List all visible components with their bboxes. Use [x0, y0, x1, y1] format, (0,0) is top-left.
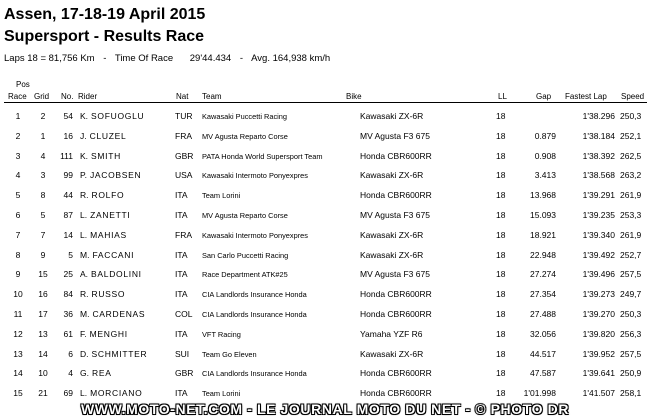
cell-grid: 17: [38, 309, 48, 319]
cell-fastest-lap: 1'39.273: [582, 289, 615, 300]
cell-position: 1: [15, 111, 21, 121]
cell-gap: 44.517: [530, 348, 556, 359]
cell-rider: [80, 269, 142, 279]
cell-fastest-lap: 1'39.291: [582, 190, 615, 201]
rider-surname: RUSSO: [91, 289, 126, 300]
rider-initial: L.: [80, 210, 88, 220]
cell-gap: 13.968: [530, 190, 556, 201]
cell-gap: 0.908: [534, 150, 556, 161]
cell-grid: 4: [40, 150, 46, 161]
rider-initial: A.: [80, 269, 89, 280]
cell-gap: 47.587: [530, 368, 556, 379]
cell-fastest-lap: 1'39.270: [582, 309, 615, 319]
cell-nationality: USA: [175, 170, 193, 181]
cell-number: 25: [63, 269, 73, 280]
rider-surname: SMITH: [91, 150, 121, 161]
table-row: [0, 225, 650, 245]
cell-nationality: SUI: [175, 348, 190, 359]
cell-gap: 0.879: [534, 130, 556, 141]
cell-team: San Carlo Puccetti Racing: [202, 250, 289, 260]
rider-surname: SCHMITTER: [91, 348, 148, 359]
rider-surname: MENGHI: [89, 328, 128, 339]
cell-team: CIA Landlords Insurance Honda: [202, 290, 307, 300]
cell-speed: 257,5: [620, 269, 642, 280]
rider-surname: CARDENAS: [92, 309, 146, 319]
table-row: [0, 106, 650, 126]
cell-speed: 253,3: [620, 210, 642, 220]
table-row: [0, 264, 650, 284]
cell-laps: 18: [496, 368, 506, 379]
table-row: [0, 245, 650, 265]
cell-nationality: ITA: [175, 210, 188, 220]
cell-number: 99: [63, 170, 73, 181]
rider-surname: ZANETTI: [90, 210, 131, 220]
rider-initial: R.: [80, 289, 89, 300]
cell-position: 10: [13, 289, 23, 300]
cell-laps: 18: [496, 170, 506, 181]
cell-fastest-lap: 1'38.296: [582, 111, 615, 121]
cell-laps: 18: [496, 190, 506, 201]
cell-rider: [80, 349, 147, 359]
rider-initial: J.: [80, 130, 87, 141]
cell-bike: Honda CBR600RR: [360, 150, 432, 161]
col-gap: Gap: [536, 92, 552, 101]
cell-laps: 18: [496, 210, 506, 220]
cell-speed: 262,5: [620, 150, 642, 161]
cell-grid: 7: [40, 229, 46, 240]
col-pos-top: Pos: [16, 80, 30, 89]
cell-bike: Kawasaki ZX-6R: [360, 249, 424, 260]
cell-grid: 8: [40, 190, 46, 201]
table-row: [0, 165, 650, 185]
cell-position: 8: [15, 249, 21, 260]
cell-rider: [80, 368, 112, 378]
table-row: [0, 146, 650, 166]
col-ll: LL: [498, 92, 507, 101]
cell-laps: 18: [496, 249, 506, 260]
cell-rider: [80, 111, 144, 121]
cell-laps: 18: [496, 229, 506, 240]
dash-separator: -: [103, 53, 107, 64]
cell-gap: 27.488: [530, 309, 556, 319]
col-rider: Rider: [78, 92, 98, 101]
cell-laps: 18: [496, 289, 506, 300]
cell-number: 36: [63, 309, 73, 319]
cell-team: Race Department ATK#25: [202, 270, 288, 280]
cell-laps: 18: [496, 269, 506, 280]
cell-speed: 257,5: [620, 348, 642, 359]
cell-speed: 250,9: [620, 368, 642, 379]
cell-team: VFT Racing: [202, 329, 241, 339]
page-subtitle: Supersport - Results Race: [4, 28, 205, 45]
cell-nationality: ITA: [175, 289, 188, 300]
cell-grid: 14: [38, 348, 48, 359]
cell-team: CIA Landlords Insurance Honda: [202, 369, 307, 379]
cell-bike: Kawasaki ZX-6R: [360, 111, 424, 121]
cell-fastest-lap: 1'38.568: [582, 170, 615, 181]
cell-position: 14: [13, 368, 23, 379]
cell-speed: 249,7: [620, 289, 642, 300]
dash-separator: -: [239, 53, 244, 64]
rider-initial: L.: [80, 229, 88, 240]
cell-laps: 18: [496, 130, 506, 141]
rider-initial: K.: [80, 111, 89, 121]
cell-grid: 5: [40, 210, 46, 220]
cell-bike: Yamaha YZF R6: [360, 328, 423, 339]
cell-rider: [80, 190, 124, 200]
cell-position: 7: [15, 229, 21, 240]
cell-position: 3: [15, 150, 21, 161]
cell-speed: 250,3: [620, 309, 642, 319]
page-title: Assen, 17-18-19 April 2015: [4, 6, 206, 23]
cell-rider: [80, 329, 128, 339]
cell-position: 6: [15, 210, 21, 220]
cell-fastest-lap: 1'39.820: [582, 328, 615, 339]
cell-bike: Kawasaki ZX-6R: [360, 348, 424, 359]
cell-nationality: FRA: [175, 229, 192, 240]
col-fastest-lap: Fastest Lap: [565, 92, 607, 101]
cell-bike: Honda CBR600RR: [360, 289, 432, 300]
cell-speed: 263,2: [620, 170, 642, 181]
cell-gap: 22.948: [530, 249, 556, 260]
cell-speed: 252,1: [620, 130, 642, 141]
cell-number: 69: [63, 388, 73, 399]
rider-surname: REA: [91, 368, 112, 379]
header-divider: [4, 102, 647, 103]
cell-gap: 18.921: [530, 229, 556, 240]
average-speed: Avg. 164,938 km/h: [251, 53, 331, 64]
cell-rider: [80, 289, 125, 299]
cell-nationality: ITA: [175, 388, 188, 399]
cell-nationality: ITA: [175, 249, 188, 260]
cell-bike: Kawasaki ZX-6R: [360, 229, 424, 240]
cell-team: Team Lorini: [202, 389, 241, 399]
cell-number: 4: [68, 368, 73, 379]
cell-fastest-lap: 1'41.507: [582, 388, 615, 399]
cell-speed: 258,1: [620, 388, 642, 399]
cell-bike: MV Agusta F3 675: [360, 269, 430, 280]
cell-laps: 18: [496, 388, 506, 399]
rider-initial: L.: [80, 388, 88, 399]
cell-speed: 261,9: [620, 190, 642, 201]
laps-info: Laps 18 = 81,756 Km: [4, 53, 95, 64]
cell-speed: 256,3: [620, 328, 642, 339]
cell-fastest-lap: 1'39.641: [582, 368, 615, 379]
cell-number: 44: [63, 190, 73, 201]
cell-bike: Honda CBR600RR: [360, 309, 432, 319]
cell-laps: 18: [496, 309, 506, 319]
cell-nationality: GBR: [175, 150, 194, 161]
cell-nationality: FRA: [175, 130, 192, 141]
rider-initial: K.: [80, 150, 89, 161]
cell-speed: 261,9: [620, 229, 642, 240]
rider-surname: ROLFO: [91, 190, 125, 201]
cell-number: 61: [63, 328, 73, 339]
cell-number: 14: [63, 229, 73, 240]
cell-number: 84: [63, 289, 73, 300]
rider-surname: FACCANI: [92, 249, 135, 260]
cell-team: PATA Honda World Supersport Team: [202, 151, 323, 161]
cell-number: 54: [63, 111, 73, 121]
cell-team: Kawasaki Intermoto Ponyexpres: [202, 230, 308, 240]
cell-gap: 32.056: [530, 328, 556, 339]
cell-speed: 250,3: [620, 111, 642, 121]
cell-position: 13: [13, 348, 23, 359]
race-info: [4, 53, 336, 64]
cell-position: 5: [15, 190, 21, 201]
cell-fastest-lap: 1'39.952: [582, 348, 615, 359]
cell-nationality: ITA: [175, 328, 188, 339]
cell-bike: Honda CBR600RR: [360, 388, 432, 399]
rider-initial: G.: [80, 368, 89, 379]
cell-position: 15: [13, 388, 23, 399]
cell-gap: 27.354: [530, 289, 556, 300]
cell-laps: 18: [496, 328, 506, 339]
cell-number: 16: [63, 130, 73, 141]
cell-team: Kawasaki Puccetti Racing: [202, 112, 288, 121]
cell-grid: 3: [40, 170, 46, 181]
cell-nationality: TUR: [175, 111, 193, 121]
cell-bike: Kawasaki ZX-6R: [360, 170, 424, 181]
cell-grid: 15: [38, 269, 48, 280]
table-row: [0, 344, 650, 364]
rider-surname: MORCIANO: [90, 388, 143, 399]
cell-rider: [80, 230, 127, 240]
cell-nationality: COL: [175, 309, 193, 319]
cell-rider: [80, 131, 126, 141]
cell-grid: 10: [38, 368, 48, 379]
col-speed: Speed: [621, 92, 645, 101]
cell-team: MV Agusta Reparto Corse: [202, 211, 288, 220]
rider-initial: P.: [80, 170, 87, 181]
cell-team: Team Lorini: [202, 191, 241, 201]
cell-fastest-lap: 1'39.235: [582, 210, 615, 220]
cell-position: 4: [15, 170, 21, 181]
table-row: [0, 185, 650, 205]
rider-initial: F.: [80, 328, 87, 339]
table-row: [0, 205, 650, 225]
cell-speed: 252,7: [620, 249, 642, 260]
cell-fastest-lap: 1'39.492: [582, 249, 615, 260]
rider-surname: JACOBSEN: [89, 170, 142, 181]
rider-initial: M.: [80, 309, 90, 319]
watermark-banner: WWW.MOTO-NET.COM - LE JOURNAL MOTO DU NET - © PHOTO DR: [0, 398, 650, 420]
table-row: [0, 126, 650, 146]
cell-rider: [80, 388, 142, 398]
rider-initial: R.: [80, 190, 89, 201]
cell-grid: 9: [40, 249, 46, 260]
cell-gap: 3.413: [534, 170, 556, 181]
cell-grid: 21: [38, 388, 48, 399]
cell-fastest-lap: 1'38.184: [582, 130, 615, 141]
cell-rider: [80, 309, 145, 319]
col-grid: Grid: [34, 92, 50, 101]
cell-nationality: ITA: [175, 269, 188, 280]
cell-team: CIA Landlords Insurance Honda: [202, 310, 307, 319]
cell-team: Team Go Eleven: [202, 349, 257, 359]
cell-bike: Honda CBR600RR: [360, 368, 432, 379]
cell-position: 2: [15, 130, 21, 141]
cell-number: 5: [68, 249, 73, 260]
cell-fastest-lap: 1'39.496: [582, 269, 615, 280]
col-race: Race: [8, 92, 27, 101]
cell-bike: MV Agusta F3 675: [360, 130, 430, 141]
time-label: Time Of Race: [114, 53, 174, 64]
cell-laps: 18: [496, 111, 506, 121]
table-row: [0, 304, 650, 324]
rider-surname: BALDOLINI: [91, 269, 142, 280]
cell-team: Kawasaki Intermoto Ponyexpres: [202, 171, 308, 181]
col-bike: Bike: [346, 92, 362, 101]
cell-rider: [80, 170, 141, 180]
rider-initial: M.: [80, 249, 90, 260]
cell-laps: 18: [496, 348, 506, 359]
rider-surname: MAHIAS: [90, 229, 127, 240]
time-value: 29'44.434: [189, 53, 232, 64]
cell-grid: 1: [40, 130, 46, 141]
cell-fastest-lap: 1'39.340: [582, 229, 615, 240]
rider-surname: SOFUOGLU: [91, 111, 145, 121]
cell-team: MV Agusta Reparto Corse: [202, 131, 288, 141]
cell-fastest-lap: 1'38.392: [582, 150, 615, 161]
cell-gap: 27.274: [530, 269, 556, 280]
col-team: Team: [202, 92, 222, 101]
cell-bike: Honda CBR600RR: [360, 190, 432, 201]
cell-position: 12: [13, 328, 23, 339]
cell-nationality: ITA: [175, 190, 188, 201]
cell-grid: 16: [38, 289, 48, 300]
table-row: [0, 324, 650, 344]
cell-laps: 18: [496, 150, 506, 161]
table-row: [0, 363, 650, 383]
table-row: [0, 284, 650, 304]
cell-rider: [80, 210, 130, 220]
cell-position: 9: [15, 269, 21, 280]
cell-rider: [80, 151, 121, 161]
cell-grid: 2: [40, 111, 46, 121]
cell-rider: [80, 250, 134, 260]
cell-number: 87: [63, 210, 73, 220]
cell-nationality: GBR: [175, 368, 194, 379]
col-no: No.: [61, 92, 74, 101]
cell-number: 6: [68, 348, 73, 359]
cell-grid: 13: [38, 328, 48, 339]
cell-gap: 15.093: [530, 210, 556, 220]
cell-bike: MV Agusta F3 675: [360, 210, 430, 220]
rider-initial: D.: [80, 348, 89, 359]
col-nat: Nat: [176, 92, 189, 101]
cell-gap: 1'01.998: [523, 388, 556, 399]
cell-position: 11: [13, 309, 23, 319]
rider-surname: CLUZEL: [89, 130, 127, 141]
cell-number: 111: [60, 150, 73, 161]
